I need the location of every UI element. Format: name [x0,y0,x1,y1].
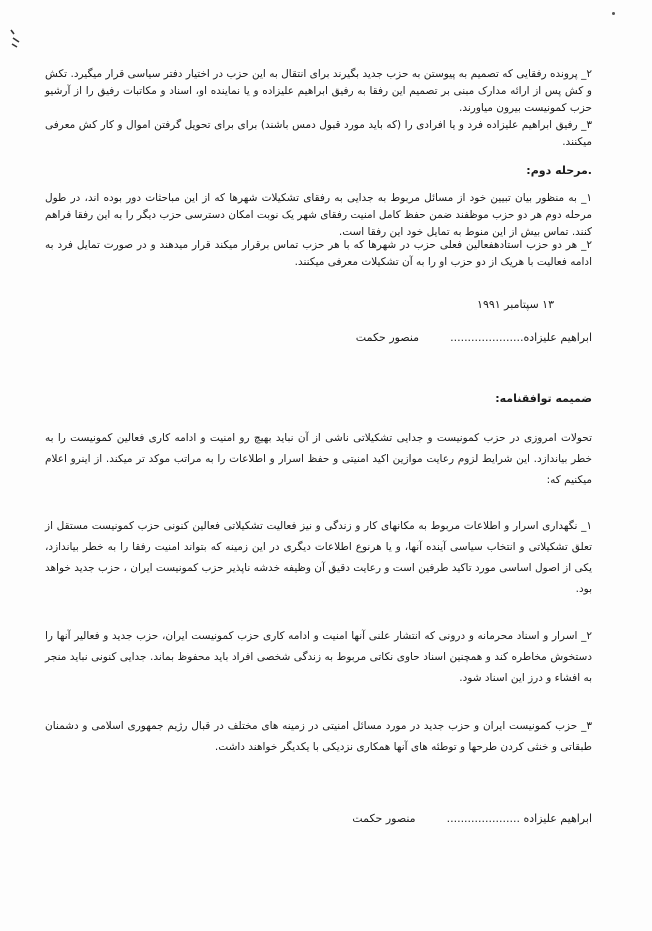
annex-item-2: ۲_ اسرار و اسناد محرمانه و درونی که انتشار علنی آنها امنیت و ادامه کاری حزب کمونیست ایران، حزب جدید و فعالیر آنها را دستخوش مخاطره کند و همچنین اسناد حاوی نکاتی مربوط به زندگی شخصی افراد باید محفوظ بماند. جدایی کنونی نباید منجر به افشاء و درز این اسناد شود. [45,630,592,684]
stage-two-item-2: ۲_ هر دو حزب استادهفعالین فعلی حزب در شهرها که با هر حزب تماس برقرار میکند قرار میدهند و در صورت تمایل فرد به ادامه فعالیت با هریک از دو حزب او را به آن تشکیلات معرفی میکنند. [45,239,592,268]
annex-intro: تحولات امروزی در حزب کمونیست و جدایی تشکیلاتی ناشی از آن نباید بهیچ رو امنیت و ادامه کاری فعالین کمونیست را به خطر بیاندازد. این شرایط لزوم رعایت موازین اکید امنیتی و حفظ اسرار و اطلاعات را به مراتب موکد تر میکند. از اینرو اعلام میکنیم که: [45,432,592,486]
signatures-block-1 [356,331,592,344]
stage-one-item-2: ۲_ پرونده رفقایی که تصمیم به پیوستن به حزب جدید بگیرند برای انتقال به این حزب در اختیار دفتر سیاسی قرار میگیرد. تکش و کش پس از ارائه مدارک مبنی بر تصمیم این رفقا به رفیق ابراهیم علیزاده و یا نماینده او، اسناد و مکاتبات رفیق را از آرشیو حزب کمونیست بیرون میاورند. [45,68,592,114]
signature-name-alizadeh-2: ابراهیم علیزاده ..................... [446,812,592,825]
stage-one-item-3: ۳_ رفیق ابراهیم علیزاده فرد و یا افرادی را (که باید مورد قبول دمس باشند) برای برای تحویل گرفتن اموال و کار کش معرفی میکنند. [45,119,592,148]
agreement-date: ۱۳ سپتامبر ۱۹۹۱ [477,298,554,311]
signature-name-hekmat: منصور حکمت [355,331,420,344]
annex-item-1: ۱_ نگهداری اسرار و اطلاعات مربوط به مکانهای کار و زندگی و نیز فعالیت تشکیلاتی فعالین کنونی حزب کمونیست مستقل از تعلق تشکیلاتی و انتخاب سیاسی آینده آنها، و یا هرنوع اطلاعات دیگری در این زمینه که بتواند امنیت رفقا را به خطر بیاندازد، یکی از اصول اساسی مورد تاکید طرفین است و رعایت دقیق آن وظیفه خدشه ناپذیر حزب کمونیست ایران ، حزب جدید خواهد بود. [45,520,592,595]
signatures-block-2 [352,812,592,825]
annex-item-3: ۳_ حزب کمونیست ایران و حزب جدید در مورد مسائل امنیتی در زمینه های مختلف در قبال رژیم جمهوری اسلامی و دشمنان طبقاتی و خنثی کردن طرحها و توطئه های آنها همکاری نزدیکی با یکدیگر خواهند داشت. [45,720,592,753]
stage-two-heading: .مرحله دوم: [526,164,592,177]
stage-two-item-1: ۱_ به منظور بیان تبیین خود از مسائل مربوط به جدایی به رفقای تشکیلات شهرها که از این مباحثات دور بوده اند، در طول مرحله دوم هر دو حزب موظفند ضمن حفظ کامل امنیت رفقای شهر یک نوبت امکان دسترسی حزب دیگر را به این رفقا فراهم کنند. تماس بیش از این منوط به تمایل خود این رفقا است. [44,192,592,238]
scan-speck [612,12,615,15]
signature-name-hekmat-2: منصور حکمت [352,812,416,825]
signature-name-alizadeh: ابراهیم علیزاده..................... [450,331,592,344]
scan-mark-icon [8,28,22,50]
annex-heading: ضمیمه توافقنامه: [495,392,592,405]
